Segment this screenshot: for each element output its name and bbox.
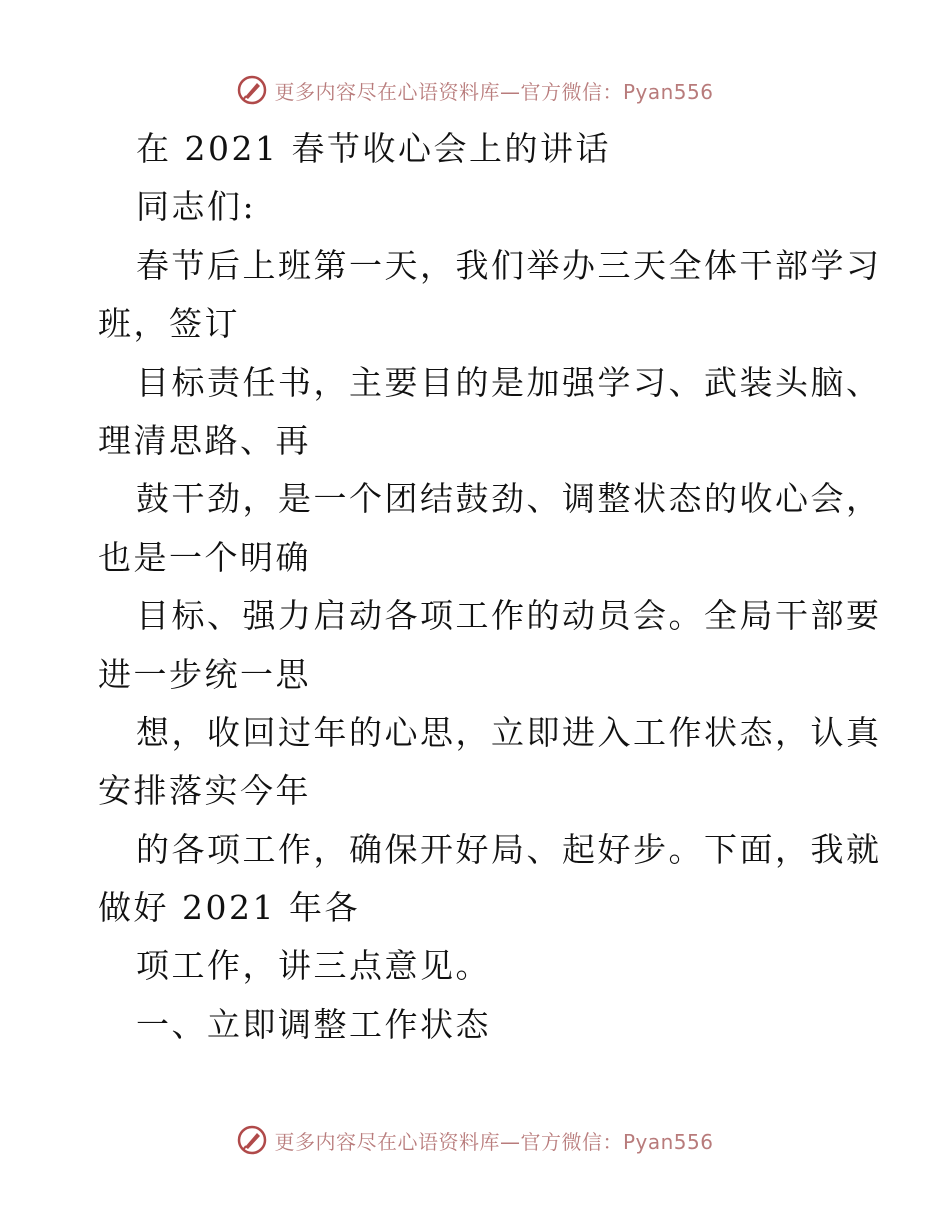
quill-pen-logo-icon [236, 74, 268, 106]
paragraph-line: 想，收回过年的心思，立即进入工作状态，认真 [136, 712, 882, 752]
paragraph-line: 鼓干劲，是一个团结鼓劲、调整状态的收心会， [136, 479, 882, 519]
paragraph-line: 春节后上班第一天，我们举办三天全体干部学习 [136, 245, 882, 285]
quill-pen-logo-icon [236, 1124, 268, 1156]
paragraph-line: 同志们: [136, 187, 257, 227]
paragraph-line: 理清思路、再 [98, 420, 311, 460]
paragraph-line: 安排落实今年 [98, 771, 311, 811]
paragraph-line: 目标责任书，主要目的是加强学习、武装头脑、 [136, 362, 882, 402]
paragraph-line: 目标、强力启动各项工作的动员会。全局干部要 [136, 596, 882, 636]
watermark-header [0, 70, 950, 110]
paragraph-line: 一、立即调整工作状态 [136, 1004, 491, 1044]
watermark-text: 更多内容尽在心语资料库—官方微信：Pyan556 [274, 1129, 714, 1154]
paragraph-line: 的各项工作，确保开好局、起好步。下面，我就 [136, 829, 882, 869]
paragraph-line: 进一步统一思 [98, 654, 311, 694]
document-body [98, 120, 882, 1054]
paragraph-line: 也是一个明确 [98, 537, 311, 577]
watermark-footer [0, 1120, 950, 1160]
paragraph-line: 项工作，讲三点意见。 [136, 946, 491, 986]
paragraph-line: 班，签订 [98, 304, 240, 344]
watermark-text: 更多内容尽在心语资料库—官方微信：Pyan556 [274, 79, 714, 104]
paragraph-line: 做好 2021 年各 [98, 888, 360, 928]
document-title: 在 2021 春节收心会上的讲话 [136, 129, 611, 168]
